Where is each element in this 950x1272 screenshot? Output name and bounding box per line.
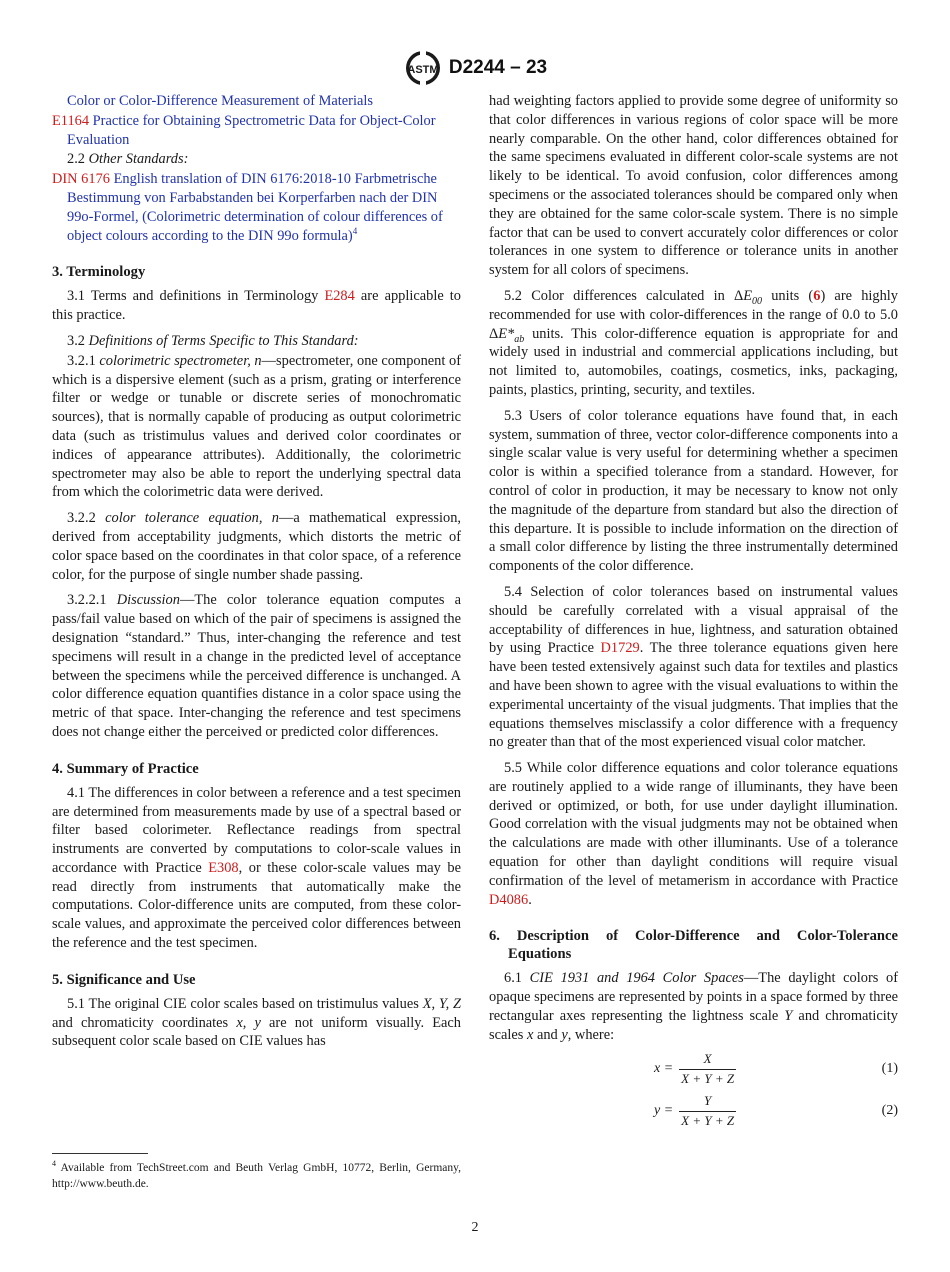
equation-number: (1) bbox=[881, 1061, 898, 1077]
right-column bbox=[489, 92, 898, 1133]
section-heading: 4. Summary of Practice bbox=[52, 760, 199, 777]
reference-entry-e1164 bbox=[52, 112, 461, 150]
reference-code-link[interactable]: DIN 6176 bbox=[52, 171, 110, 188]
reference-link[interactable]: D1729 bbox=[600, 640, 640, 657]
left-column bbox=[52, 92, 461, 1058]
paragraph: 4.1 The differences in color between a reference and a test specimen are determined from measurements made by use of a spectral based or filter based colorimeter. Reflectance readings from spectral instruments are converted by computations to color-scale values in accordance with Practice E308, or these color-scale values may be read directly from instruments that automatically make the computations. Color-difference units are computed, from these color-scale values, and approximate the perceived color differences between the reference and the test specimen. bbox=[52, 784, 461, 952]
footnote-marker: 4 bbox=[352, 225, 358, 236]
reference-link[interactable]: E308 bbox=[208, 859, 239, 876]
footnote-text: Available from TechStreet.com and Beuth Verlag GmbH, 10772, Berlin, Germany, http://www.beuth.de. bbox=[52, 1162, 461, 1190]
astm-logo-icon bbox=[403, 49, 443, 87]
reference-code-link[interactable]: E1164 bbox=[52, 112, 90, 129]
svg-text:ASTM: ASTM bbox=[407, 64, 439, 76]
reference-link[interactable]: D4086 bbox=[489, 891, 529, 908]
equation-fraction bbox=[679, 1092, 736, 1131]
equation-1 bbox=[489, 1049, 898, 1091]
paragraph: 6.1 CIE 1931 and 1964 Color Spaces—The daylight colors of opaque specimens are represented by points in a space formed by three rectangular axes representing the lightness scale Y and chromaticity scales x and y, where: bbox=[489, 970, 899, 1043]
citation-link[interactable]: 6 bbox=[813, 287, 821, 304]
equation-fraction bbox=[679, 1050, 736, 1089]
fraction-denominator: X + Y + Z bbox=[679, 1111, 736, 1131]
section-heading: 6. Description of Color-Difference and Color-Tolerance Equations bbox=[489, 928, 898, 963]
paragraph: 5.5 While color difference equations and color tolerance equations are routinely applied to a wide range of illuminants, they have been derived or optimized, or both, for use under daylight illumination. Good correlation with the visual judgments may not be obtained when the calculations are made with other illuminants. Use of a tolerance equation for other than daylight conditions will require visual confirmation of the level of metamerism in accordance with Practice D4086. bbox=[489, 760, 898, 908]
fraction-numerator: Y bbox=[704, 1093, 712, 1109]
standard-designation: D2244 – 23 bbox=[448, 57, 548, 78]
paragraph: had weighting factors applied to provide some degree of uniformity so that color differences in various regions of color space will be more nearly comparable. On the other hand, color differences obtained for the same specimens evaluated in different color-scale systems are not likely to be identical. To avoid confusion, color differences among specimens or the associated tolerances should be compared only when they are obtained for the same color-scale system. There is no simple factor that can be used to convert accurately color differences or color tolerances in one system to difference or tolerance units in another system for all colors of specimens. bbox=[489, 93, 898, 279]
section-heading: 5. Significance and Use bbox=[52, 971, 196, 988]
section-heading: 3. Terminology bbox=[52, 264, 146, 281]
footnote-divider bbox=[52, 1153, 148, 1154]
fraction-numerator: X bbox=[703, 1051, 712, 1067]
equation-2 bbox=[489, 1091, 898, 1133]
footnote bbox=[52, 1160, 461, 1192]
paragraph: 3.2.2 color tolerance equation, n—a mathematical expression, derived from acceptability judgments, which distorts the metric of color space based on the coordinates in that color space, of a reference color, for the purpose of single number shade passing. bbox=[52, 510, 461, 583]
footnote-marker: 4 bbox=[52, 1159, 56, 1169]
paragraph: 3.1 Terms and definitions in Terminology E284 are applicable to this practice. bbox=[52, 288, 461, 324]
paragraph: 3.2.1 colorimetric spectrometer, n—spectrometer, one component of which is a dispersive element (such as a prism, grating or interference filter or wedge or tunable or discrete series of monochromatic sources), that is normally capable of producing as output colorimetric data (such as tristimulus values and derived color coordinates or indices of appearance attributes). Additionally, the colorimetric spectrometer may also be able to report the underlying spectral data from which the colorimetric data were derived. bbox=[52, 352, 461, 501]
page-number: 2 bbox=[471, 1220, 479, 1235]
reference-title: Practice for Obtaining Spectrometric Data for Object-Color Evaluation bbox=[67, 112, 436, 148]
reference-title: English translation of DIN 6176:2018-10 Farbmetrische Bestimmung von Farbabstanden bei Korperfarben nach der DIN 99o-Formel, (Colorimetric determination of colour differences of object colours according to the DIN 99o formula) bbox=[67, 171, 443, 244]
fraction-denominator: X + Y + Z bbox=[679, 1069, 736, 1089]
equation-lhs: x = bbox=[654, 1061, 674, 1077]
reference-entry-din6176 bbox=[52, 170, 461, 245]
equation-lhs: y = bbox=[654, 1103, 674, 1119]
paragraph: 5.2 Color differences calculated in $\Delta E_{00}$ units (6) are highly recommended for use with color-differences in the range of 0.0 to 5.0 $\Delta E*_{ab}$ units. This color-difference equation is appropriate for and widely used in industrial and commercial applications including, but not limited to, automobiles, coatings, cosmetics, inks, packaging, paints, plastics, printing, security, and textiles. bbox=[489, 287, 898, 398]
page-header bbox=[0, 48, 950, 88]
paragraph: 3.2 Definitions of Terms Specific to This Standard: bbox=[67, 332, 359, 349]
paragraph: 3.2.2.1 Discussion—The color tolerance equation computes a pass/fail value based on which of the pair of specimens is assigned the designation “standard.” Thus, inter-changing the reference and test specimens will result in a change in the predicted level of acceptance between the specimens while the perceived difference is unchanged. A color difference equation quantifies distance in a color space using the metric of that space. Inter-changing the reference and test specimens does not change either the perceived or predicted color differences. bbox=[52, 592, 462, 740]
paragraph: 5.3 Users of color tolerance equations have found that, in each system, summation of three, vector color-difference components into a single scalar value is very useful for determining whether a specimen color is within a specified tolerance from a standard. However, for control of color in production, it may be necessary to know not only the magnitude of the departure from standard but also the direction of this departure. It is possible to include information on the direction of a small color difference by listing the three instrumentally determined components of the color difference. bbox=[489, 407, 898, 575]
reference-link[interactable]: E284 bbox=[324, 288, 355, 305]
other-standards-heading: 2.2 Other Standards: bbox=[67, 151, 189, 168]
paragraph: 5.1 The original CIE color scales based on tristimulus values X, Y, Z and chromaticity coordinates x, y are not uniform visually. Each subsequent color scale based on CIE values has bbox=[52, 995, 462, 1050]
reference-entry-continued: Color or Color-Difference Measurement of Materials bbox=[67, 93, 373, 109]
paragraph: 5.4 Selection of color tolerances based on instrumental values should be carefully correlated with a visual appraisal of the acceptability of differences in hue, lightness, and saturation obtained by using Practice D1729. The three tolerance equations given here have been tested extensively against such data for textiles and plastics and have been shown to agree with the visual evaluations to within the experimental uncertainty of the visual judgments. That implies that the equations themselves misclassify a color difference with a frequency no greater than that of the most experienced visual color matcher. bbox=[489, 583, 899, 751]
equation-number: (2) bbox=[881, 1103, 898, 1119]
